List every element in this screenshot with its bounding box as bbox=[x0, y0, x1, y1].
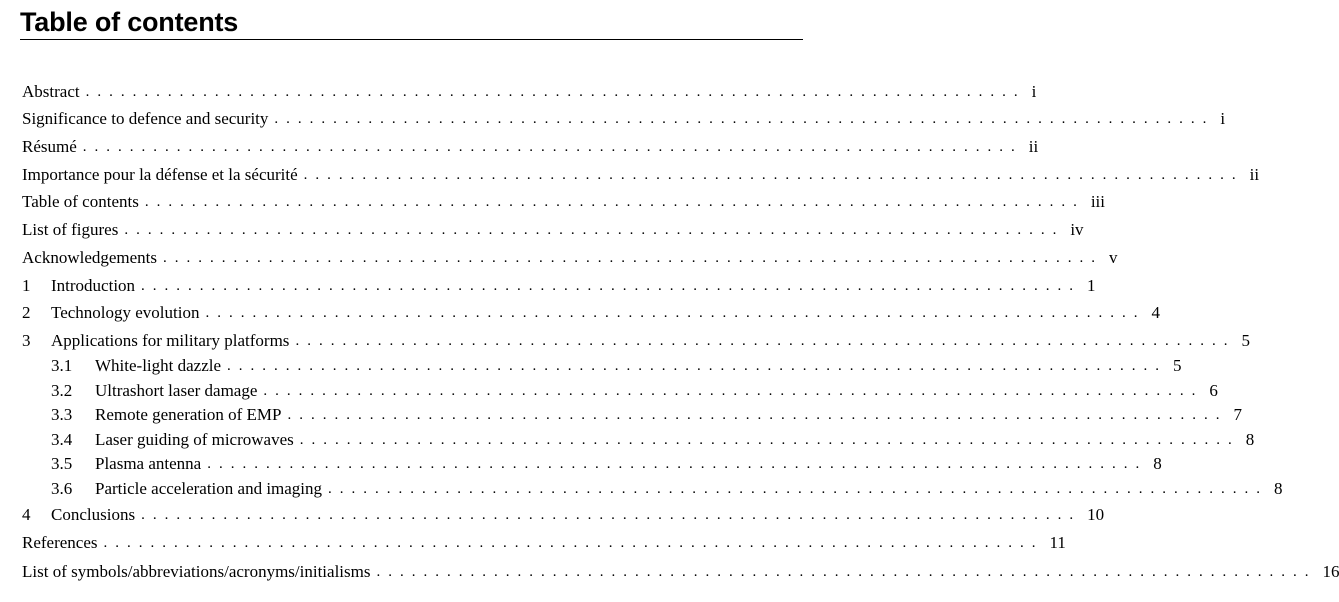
toc-entry-page[interactable]: 16 bbox=[1322, 562, 1339, 581]
dot-leader: ................................................................................ bbox=[163, 250, 1104, 266]
dot-leader: ................................................................................ bbox=[144, 194, 1085, 210]
toc-entry-page[interactable]: ii bbox=[1249, 165, 1260, 184]
toc-entry-title[interactable]: Applications for military platforms bbox=[51, 331, 290, 350]
toc-entry-title[interactable]: List of symbols/abbreviations/acronyms/initialisms bbox=[22, 562, 371, 581]
toc-entry-title[interactable]: Plasma antenna bbox=[95, 454, 202, 473]
toc-entry[interactable] bbox=[22, 163, 1260, 185]
toc-entry-page[interactable]: 8 bbox=[1245, 430, 1255, 449]
toc-entry-title[interactable]: Significance to defence and security bbox=[22, 109, 269, 128]
toc-entry[interactable] bbox=[22, 503, 1105, 525]
toc-entry-number: 3.2 bbox=[51, 381, 73, 400]
toc-entry-number: 3.3 bbox=[51, 405, 73, 424]
dot-leader: ................................................................................ bbox=[303, 167, 1244, 183]
toc-entry-title[interactable]: Résumé bbox=[22, 137, 77, 156]
dot-leader: ................................................................................ bbox=[263, 383, 1204, 399]
toc-entry-title[interactable]: White-light dazzle bbox=[95, 356, 222, 375]
toc-entry-number: 3.6 bbox=[51, 479, 73, 498]
toc-entry[interactable] bbox=[22, 135, 1039, 157]
toc-entry[interactable] bbox=[51, 354, 1182, 376]
dot-leader: ................................................................................ bbox=[141, 507, 1082, 523]
toc-entry-page[interactable]: i bbox=[1031, 82, 1037, 101]
toc-entry-title[interactable]: Laser guiding of microwaves bbox=[95, 430, 294, 449]
dot-leader: ................................................................................ bbox=[295, 333, 1236, 349]
toc-entry[interactable] bbox=[51, 403, 1242, 425]
toc-entry-title[interactable]: List of figures bbox=[22, 220, 119, 239]
toc-entry[interactable] bbox=[22, 107, 1226, 129]
toc-entry-title[interactable]: Table of contents bbox=[22, 192, 139, 211]
toc-entry[interactable] bbox=[51, 452, 1162, 474]
toc-entry-title[interactable]: References bbox=[22, 533, 98, 552]
toc-entry[interactable] bbox=[22, 274, 1096, 296]
dot-leader: ................................................................................ bbox=[287, 407, 1228, 423]
toc-entry-page[interactable]: iv bbox=[1070, 220, 1084, 239]
toc-entry-number: 2 bbox=[22, 303, 31, 322]
toc-entry-page[interactable]: 7 bbox=[1233, 405, 1242, 424]
toc-entry-page[interactable]: i bbox=[1220, 109, 1226, 128]
toc-entry-page[interactable]: iii bbox=[1090, 192, 1105, 211]
toc-entry-page[interactable]: 4 bbox=[1151, 303, 1160, 322]
toc-entry-number: 3.1 bbox=[51, 356, 73, 375]
toc-entry[interactable] bbox=[51, 379, 1218, 401]
toc-entry-title[interactable]: Importance pour la défense et la sécurité bbox=[22, 165, 298, 184]
toc-entry-number: 4 bbox=[22, 505, 31, 524]
dot-leader: ................................................................................ bbox=[82, 139, 1023, 155]
toc-entry[interactable] bbox=[51, 477, 1283, 499]
toc-entry-page[interactable]: 6 bbox=[1209, 381, 1218, 400]
toc-entry[interactable] bbox=[22, 218, 1084, 240]
toc-entry-title[interactable]: Conclusions bbox=[51, 505, 136, 524]
dot-leader: ................................................................................ bbox=[85, 84, 1026, 100]
toc-entry[interactable] bbox=[22, 301, 1160, 323]
dot-leader: ................................................................................ bbox=[207, 456, 1148, 472]
toc-entry-title[interactable]: Acknowledgements bbox=[22, 248, 158, 267]
toc-entry-page[interactable]: 5 bbox=[1173, 356, 1182, 375]
dot-leader: ................................................................................ bbox=[124, 222, 1065, 238]
toc-entry-number: 1 bbox=[22, 276, 31, 295]
toc-entry-page[interactable]: 8 bbox=[1274, 479, 1283, 498]
toc-entry[interactable] bbox=[22, 80, 1037, 102]
toc-entry[interactable] bbox=[22, 531, 1066, 553]
toc-entry-title[interactable]: Introduction bbox=[51, 276, 136, 295]
toc-entry-page[interactable]: v bbox=[1109, 248, 1118, 267]
toc-entry-title[interactable]: Abstract bbox=[22, 82, 80, 101]
toc-entry-page[interactable]: 11 bbox=[1049, 533, 1066, 552]
title-underline bbox=[20, 39, 803, 40]
dot-leader: ................................................................................ bbox=[103, 535, 1044, 551]
toc-entry-number: 3.5 bbox=[51, 454, 73, 473]
toc-entry-page[interactable]: 8 bbox=[1153, 454, 1162, 473]
dot-leader: ................................................................................ bbox=[205, 305, 1146, 321]
toc-entry[interactable] bbox=[22, 246, 1118, 268]
toc-entry[interactable] bbox=[22, 560, 1339, 582]
dot-leader: ................................................................................ bbox=[376, 564, 1317, 580]
toc-entry-title[interactable]: Particle acceleration and imaging bbox=[95, 479, 323, 498]
dot-leader: ................................................................................ bbox=[141, 278, 1082, 294]
toc-entry-number: 3 bbox=[22, 331, 31, 350]
toc-entry-page[interactable]: 10 bbox=[1087, 505, 1105, 524]
toc-entry[interactable] bbox=[22, 329, 1250, 351]
toc-entry-page[interactable]: ii bbox=[1028, 137, 1039, 156]
toc-entry-page[interactable]: 5 bbox=[1241, 331, 1250, 350]
dot-leader: ................................................................................ bbox=[227, 358, 1168, 374]
dot-leader: ................................................................................ bbox=[328, 481, 1269, 497]
dot-leader: ................................................................................ bbox=[299, 432, 1240, 448]
toc-entry[interactable] bbox=[51, 428, 1255, 450]
toc-entry-number: 3.4 bbox=[51, 430, 73, 449]
toc-entry-title[interactable]: Remote generation of EMP bbox=[95, 405, 282, 424]
toc-entry-title[interactable]: Technology evolution bbox=[51, 303, 200, 322]
dot-leader: ................................................................................ bbox=[274, 111, 1215, 127]
toc-entry-page[interactable]: 1 bbox=[1087, 276, 1096, 295]
page-title: Table of contents bbox=[20, 7, 239, 37]
toc-entry-title[interactable]: Ultrashort laser damage bbox=[95, 381, 258, 400]
toc-entry[interactable] bbox=[22, 190, 1105, 212]
